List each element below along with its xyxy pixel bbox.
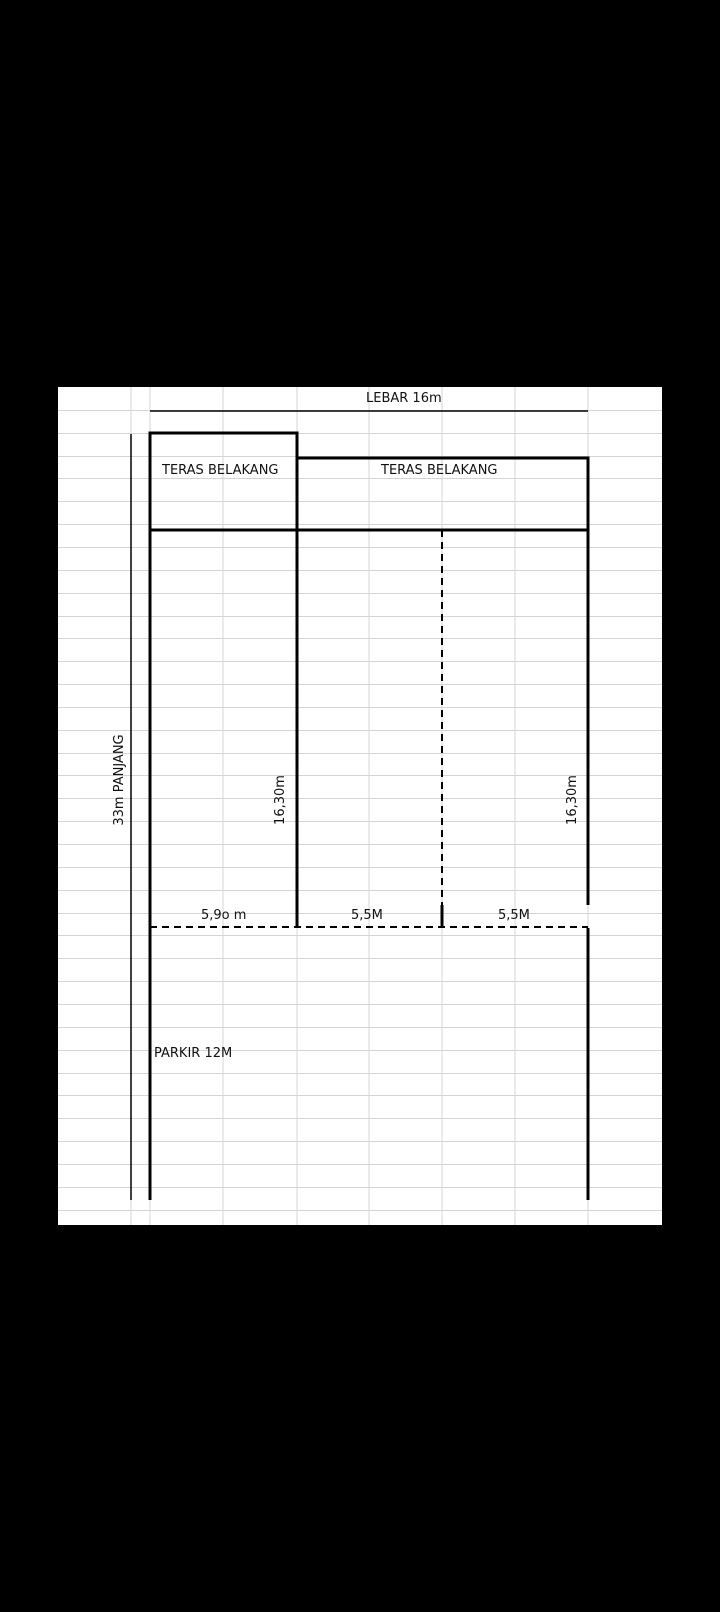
height-right-label: 16,30m bbox=[565, 775, 580, 825]
floor-plan-sheet bbox=[58, 387, 662, 1225]
unit-3-width-label: 5,5M bbox=[498, 908, 530, 923]
unit-2-width-label: 5,5M bbox=[351, 908, 383, 923]
rear-terrace-left-label: TERAS BELAKANG bbox=[162, 463, 279, 478]
unit-1-width-label: 5,9o m bbox=[201, 908, 247, 923]
parking-label: PARKIR 12M bbox=[154, 1046, 233, 1061]
length-total-label: 33m PANJANG bbox=[112, 734, 127, 826]
rear-terrace-right-label: TERAS BELAKANG bbox=[381, 463, 498, 478]
width-total-label: LEBAR 16m bbox=[366, 391, 442, 406]
height-left-label: 16,30m bbox=[273, 775, 288, 825]
